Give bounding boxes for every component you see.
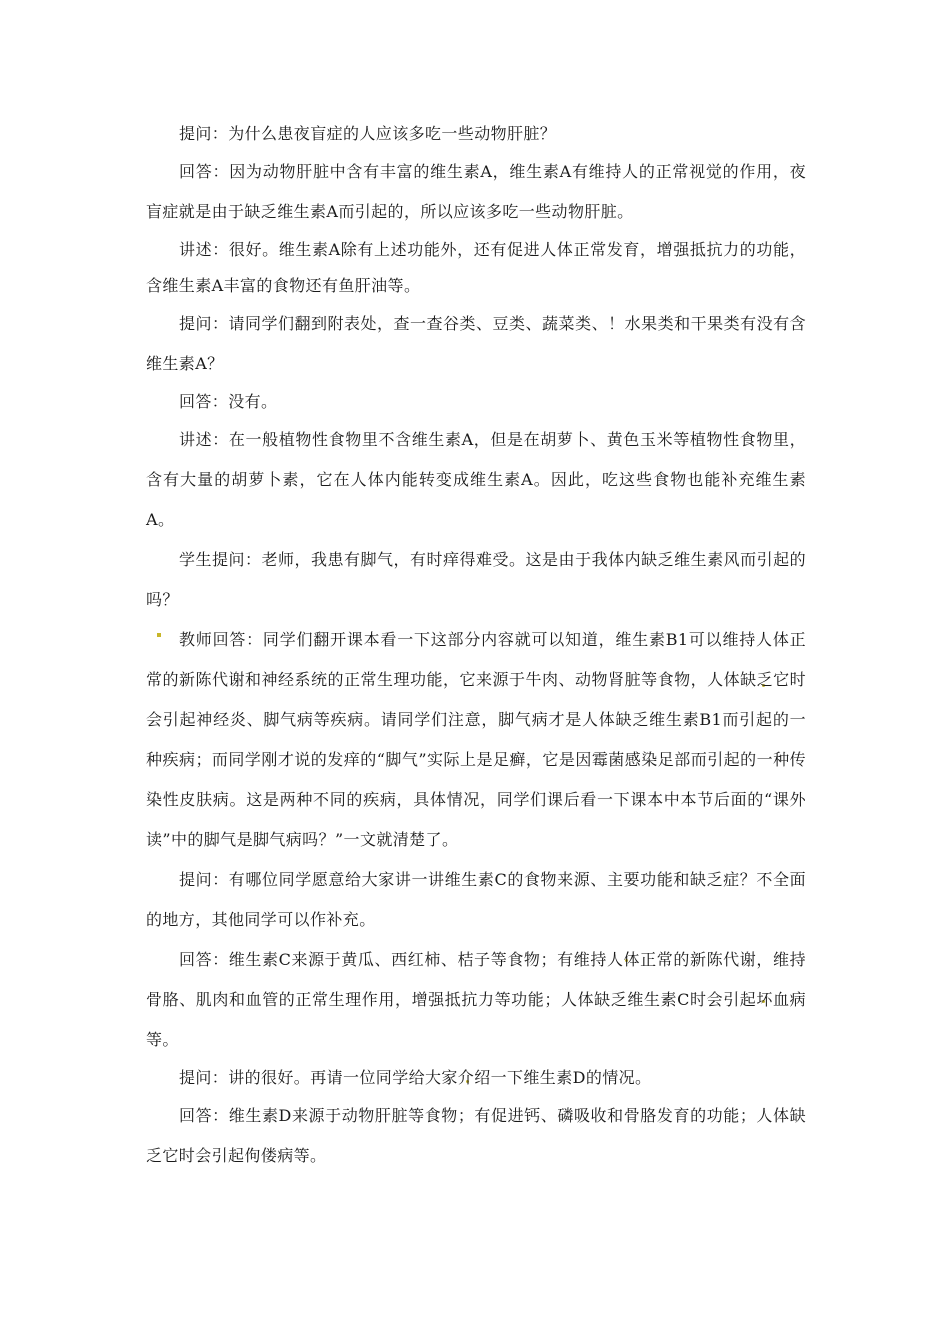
paragraph-answer-2: 回答：没有。	[179, 392, 278, 411]
paragraph-teacher-answer: 教师回答：同学们翻开课本看一下这部分内容就可以知道，维生素B1可以维持人体正常的新陈代谢和神经系统的正常生理功能，它来源于牛肉、动物肾脏等食物，人体缺乏它时会引起神经炎、脚气病等疾病。请同学们注意，脚气病才是人体缺乏维生素B1而引起的一种疾病；而同学刚才说的发痒的“脚气”实际上是足癣，它是因霉菌感染足部而引起的一种传染性皮肤病。这是两种不同的疾病，具体情况，同学们课后看一下课本中本节后面的“课外读”中的脚气是脚气病吗？”一文就清楚了。	[146, 630, 806, 849]
paragraph-answer-1: 回答：因为动物肝脏中含有丰富的维生素A，维生素A有维持人的正常视觉的作用，夜盲症就是由于缺乏维生素A而引起的，所以应该多吃一些动物肝脏。	[146, 162, 806, 221]
paragraph-explain-1: 讲述：很好。维生素A除有上述功能外，还有促进人体正常发育，增强抵抗力的功能，含维生素A丰富的食物还有鱼肝油等。	[146, 240, 806, 295]
paragraph-question-2: 提问：请同学们翻到附表处，查一查谷类、豆类、蔬菜类、！水果类和干果类有没有含维生素A？	[146, 314, 806, 373]
paragraph-question-1: 提问：为什么患夜盲症的人应该多吃一些动物肝脏？	[179, 124, 557, 143]
paragraph-question-3: 提问：有哪位同学愿意给大家讲一讲维生素C的食物来源、主要功能和缺乏症？不全面的地方，其他同学可以作补充。	[146, 870, 806, 929]
paragraph-answer-4: 回答：维生素D来源于动物肝脏等食物；有促进钙、磷吸收和骨胳发育的功能；人体缺乏它时会引起佝偻病等。	[146, 1106, 806, 1165]
document-body	[146, 116, 806, 1176]
paragraph-explain-2: 讲述：在一般植物性食物里不含维生素A，但是在胡萝卜、黄色玉米等植物性食物里，含有大量的胡萝卜素，它在人体内能转变成维生素A。因此，吃这些食物也能补充维生素A。	[146, 430, 806, 529]
paragraph-student-question: 学生提问：老师，我患有脚气，有时痒得难受。这是由于我体内缺乏维生素风而引起的吗？	[146, 550, 806, 609]
paragraph-answer-3: 回答：维生素C来源于黄瓜、西红柿、桔子等食物；有维持人体正常的新陈代谢，维持骨胳、肌肉和血管的正常生理作用，增强抵抗力等功能；人体缺乏维生素C时会引起坏血病等。	[146, 950, 806, 1049]
paragraph-question-4: 提问：讲的很好。再请一位同学给大家介绍一下维生素D的情况。	[179, 1068, 652, 1087]
